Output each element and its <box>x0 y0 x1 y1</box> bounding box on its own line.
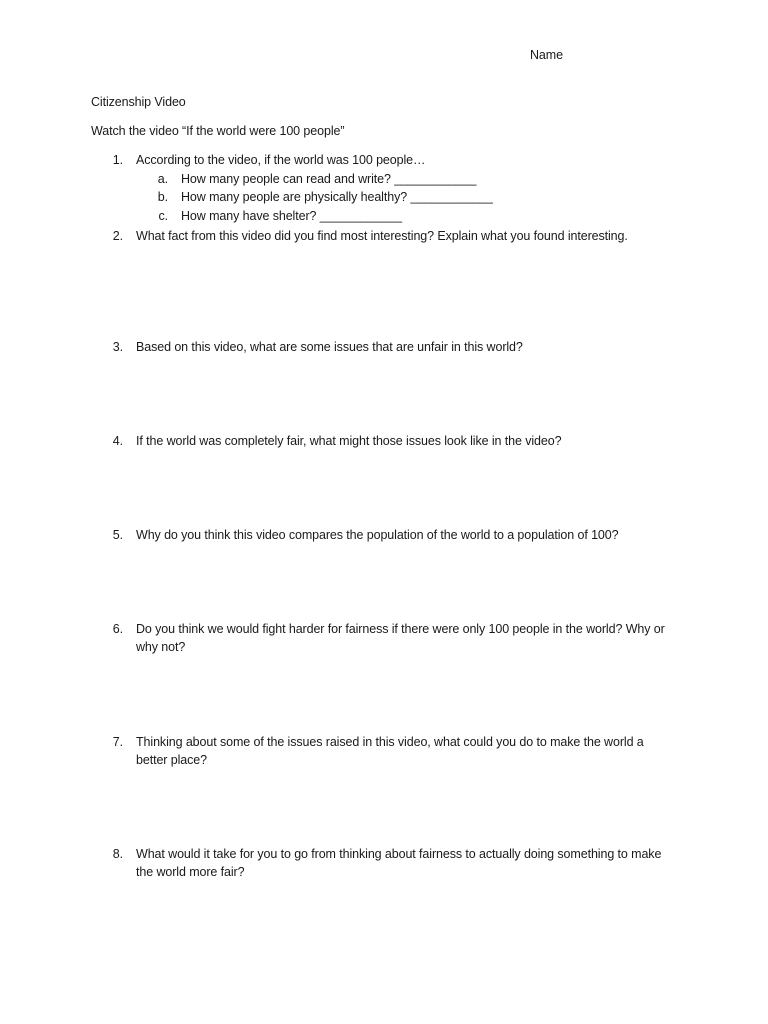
question-number: 1. <box>112 153 123 167</box>
name-label: Name <box>530 48 563 62</box>
question-number: 8. <box>112 847 123 861</box>
sub-question-letter: b. <box>157 190 168 204</box>
sub-question-text: How many people are physically healthy? ____________ <box>181 190 493 204</box>
question-text: What fact from this video did you find most interesting? Explain what you found interesting. <box>136 229 628 243</box>
question-number: 5. <box>112 528 123 542</box>
question-text: Why do you think this video compares the population of the world to a population of 100? <box>136 528 619 542</box>
question-text: What would it take for you to go from thinking about fairness to actually doing something to make the world more fair? <box>136 847 662 879</box>
question-number: 7. <box>112 735 123 749</box>
instruction-text: Watch the video “If the world were 100 people” <box>91 124 345 138</box>
sub-question-letter: c. <box>158 209 168 223</box>
worksheet-title: Citizenship Video <box>91 95 186 109</box>
question-number: 6. <box>112 622 123 636</box>
sub-question-text: How many have shelter? ____________ <box>181 209 402 223</box>
sub-question-letter: a. <box>157 172 168 186</box>
question-number: 2. <box>112 229 123 243</box>
question-text: Based on this video, what are some issues that are unfair in this world? <box>136 340 523 354</box>
question-number: 4. <box>112 434 123 448</box>
question-text: Thinking about some of the issues raised in this video, what could you do to make the world a better place? <box>136 735 644 767</box>
question-number: 3. <box>112 340 123 354</box>
question-text: Do you think we would fight harder for fairness if there were only 100 people in the world? Why or why not? <box>136 622 665 654</box>
question-text: If the world was completely fair, what might those issues look like in the video? <box>136 434 562 448</box>
sub-question-text: How many people can read and write? ____________ <box>181 172 477 186</box>
question-text: According to the video, if the world was 100 people… <box>136 153 426 167</box>
